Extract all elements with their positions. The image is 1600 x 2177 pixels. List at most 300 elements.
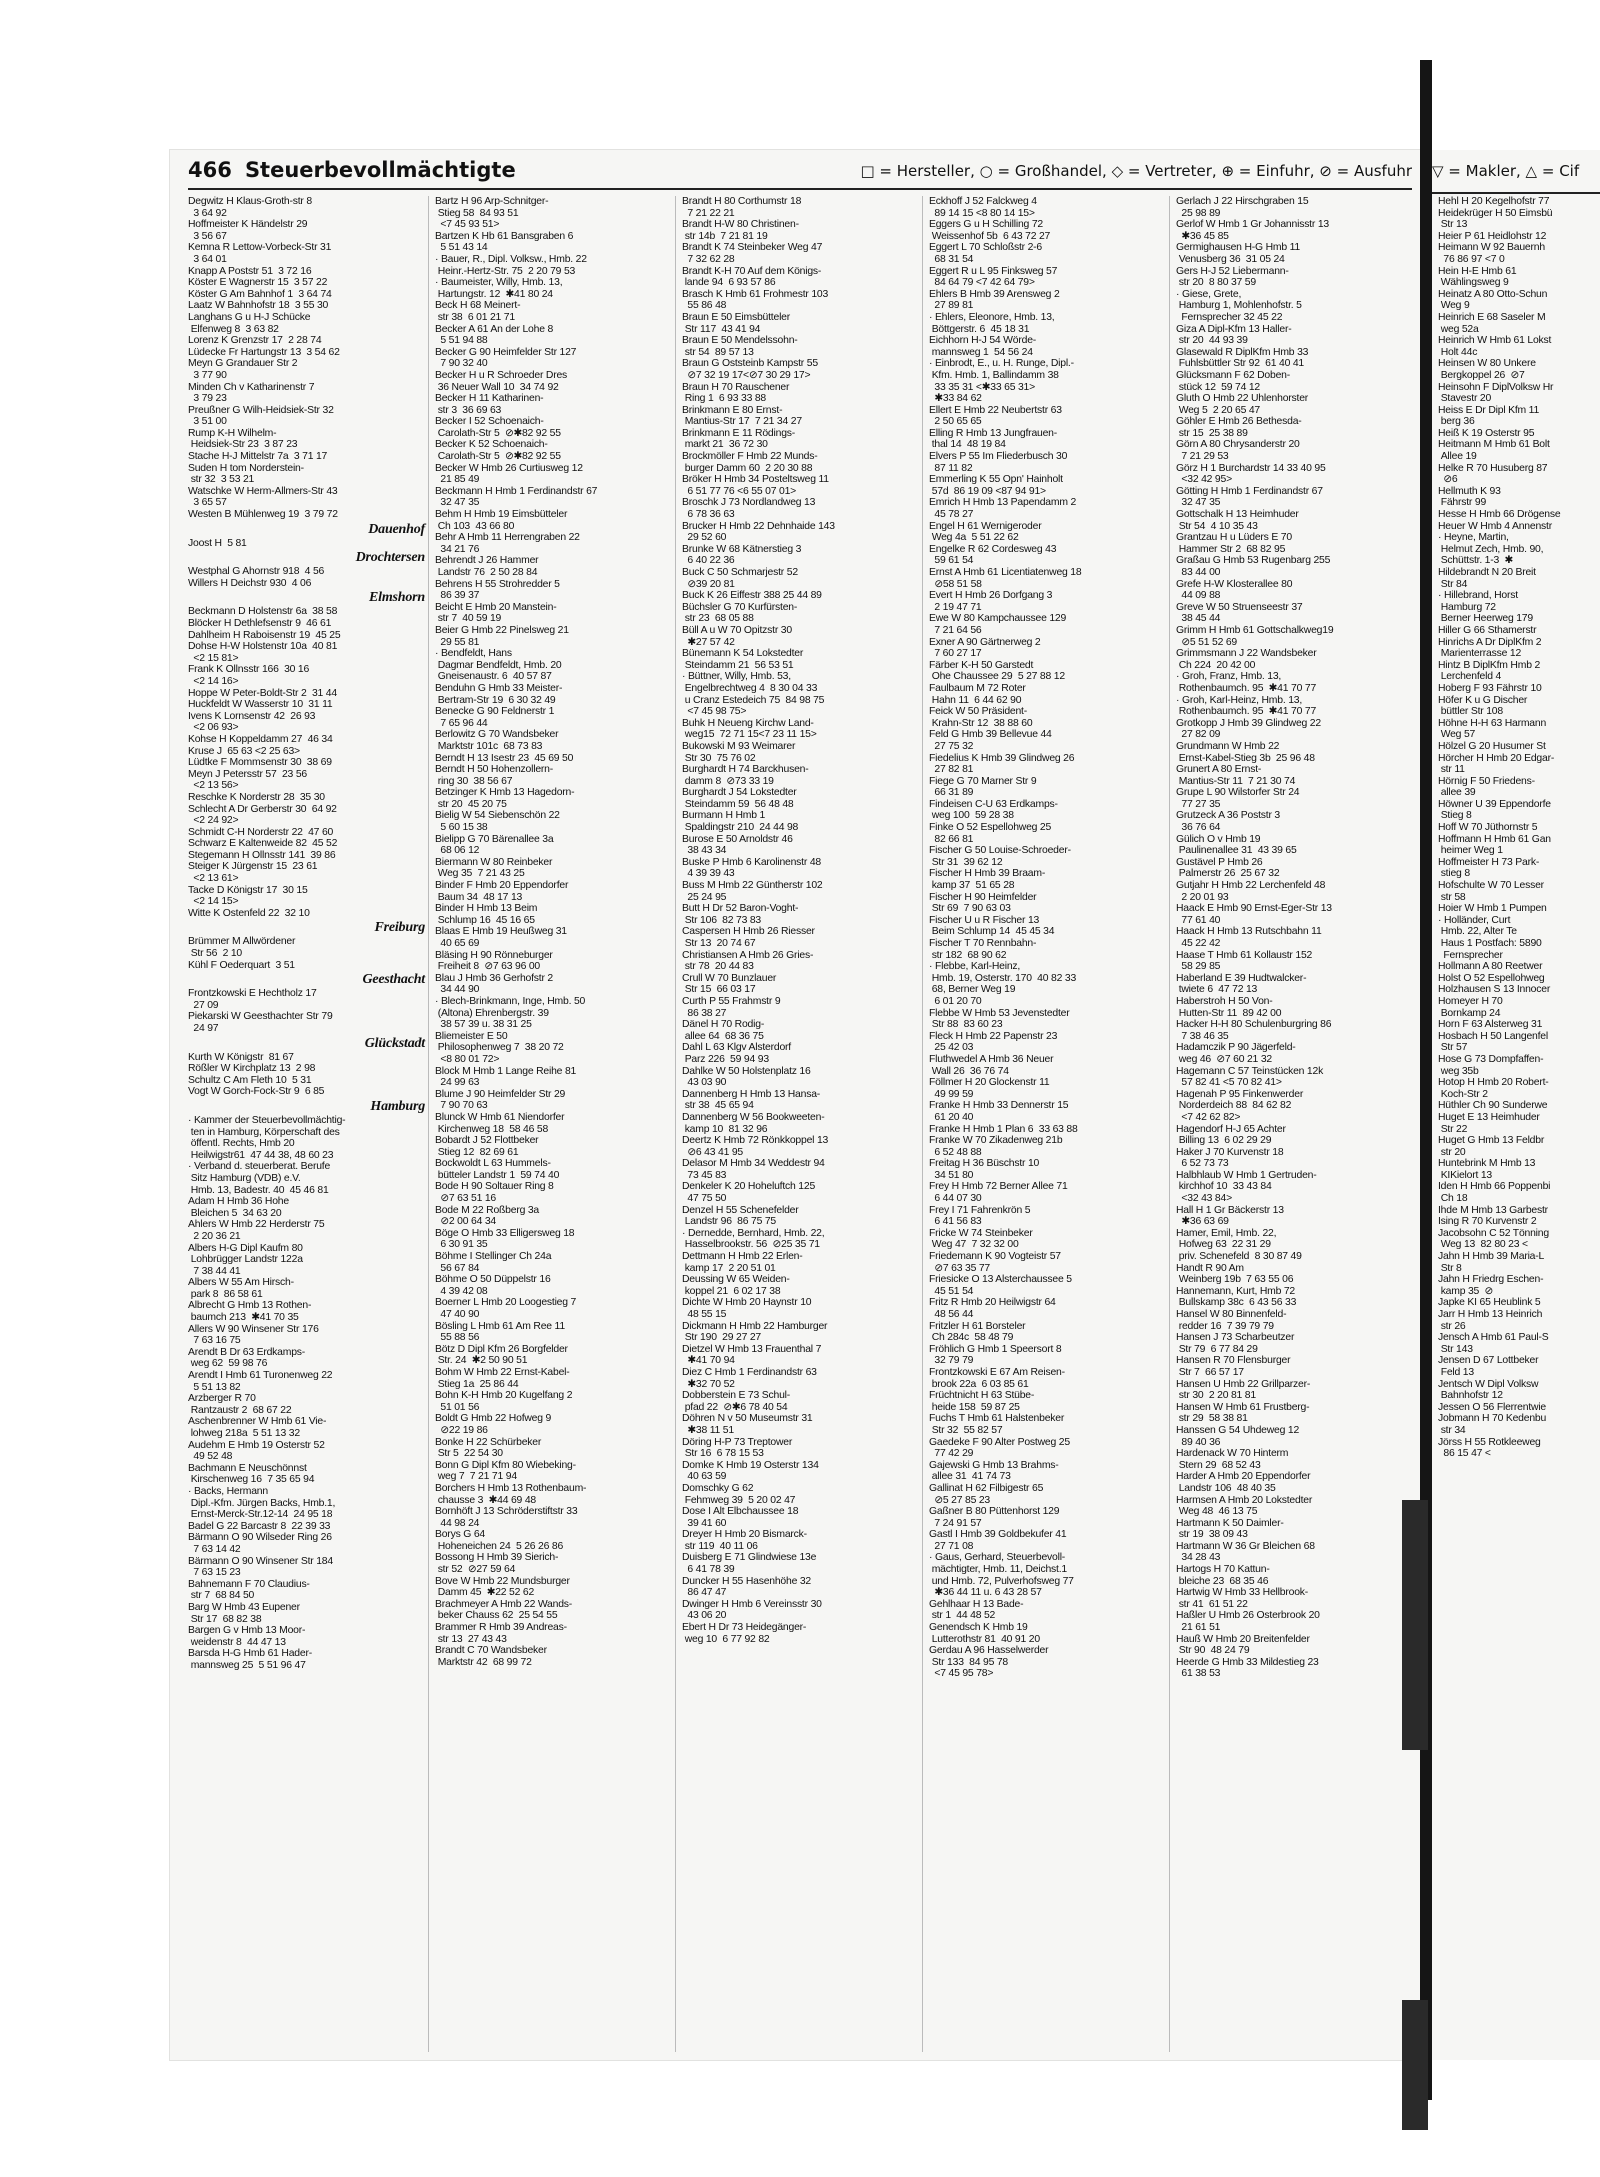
listing-entry: Föllmer H 20 Glockenstr 11 <box>929 1077 1050 1089</box>
listing-entry: <7 42 62 82> <box>1176 1111 1241 1123</box>
listing-entry: Aschenbrenner W Hmb 61 Vie- <box>188 1416 327 1428</box>
listing-entry: Marktstr 101c 68 73 83 <box>435 740 543 752</box>
listing-entry: Weg 35 7 21 43 25 <box>435 868 525 880</box>
listing-entry: Lüdecke Fr Hartungstr 13 3 54 62 <box>188 346 340 358</box>
listing-entry: Stavestr 20 <box>1438 393 1492 405</box>
listing-entry: Fricke W 74 Steinbeker <box>929 1227 1033 1239</box>
listing-entry: · Backs, Hermann <box>188 1485 268 1497</box>
listing-entry: Frey I 71 Fahrenkrön 5 <box>929 1204 1031 1216</box>
listing-entry: Haberland E 39 Hudtwalcker- <box>1176 972 1307 984</box>
listing-entry: ⊘6 43 41 95 <box>682 1146 743 1158</box>
listing-entry: 83 44 00 <box>1176 567 1221 578</box>
listing-entry: Hamer, Emil, Hmb. 22, <box>1176 1227 1277 1239</box>
listing-entry: Badel G 22 Barcastr 8 22 39 33 <box>188 1520 331 1532</box>
listing-entry: Hesse H Hmb 66 Drögense <box>1438 509 1561 521</box>
listing-entry: Dänel H 70 Rodig- <box>682 1019 765 1031</box>
listing-entry: Gerlof W Hmb 1 Gr Johannisstr 13 <box>1176 219 1329 231</box>
listing-entry: 7 21 22 21 <box>682 207 735 219</box>
listing-entry: Westphal G Ahornstr 918 4 56 <box>188 566 325 578</box>
listing-entry: Hartwig W Hmb 33 Hellbrook- <box>1176 1587 1309 1599</box>
listing-entry: 40 65 69 <box>435 938 480 949</box>
listing-entry: Str 17 68 82 38 <box>188 1613 262 1625</box>
place-heading: Elmshorn <box>369 590 425 606</box>
listing-entry: Grupe L 90 Wilstorfer Str 24 <box>1176 787 1300 799</box>
listing-entry: Barg W Hmb 43 Eupener <box>188 1601 300 1613</box>
listing-entry: pfad 22 ⊘✱6 78 40 54 <box>682 1401 788 1413</box>
listing-entry: Ellert E Hmb 22 Neubertstr 63 <box>929 404 1062 416</box>
listing-entry: Str 22 <box>1438 1123 1468 1135</box>
listing-entry: Eggert L 70 Schloßstr 2-6 <box>929 242 1043 254</box>
listing-entry: Hoffmeister K Händelstr 29 <box>188 219 308 231</box>
listing-entry: Christiansen A Hmb 26 Gries- <box>682 949 814 961</box>
listing-entry: str 119 40 11 06 <box>682 1540 758 1552</box>
listing-entry: mächtigter, Hmb. 11, Deichst.1 <box>929 1564 1067 1576</box>
listing-entry: Bünemann K 54 Lokstedter <box>682 648 804 660</box>
listing-entry: Kirschenweg 16 7 35 65 94 <box>188 1474 315 1486</box>
listing-entry: Allee 19 <box>1438 451 1477 463</box>
listing-entry: <2 14 16> <box>188 675 239 687</box>
listing-entry: Dannenberg W 56 Bookweeten- <box>682 1111 825 1123</box>
listing-entry: 6 40 22 36 <box>682 555 735 567</box>
listing-entry: Franke W 70 Zikadenweg 21b <box>929 1135 1063 1147</box>
listing-entry: ⊘5 51 52 69 <box>1176 636 1237 648</box>
listing-entry: Hoier W Hmb 1 Pumpen <box>1438 903 1547 915</box>
listing-entry: mannsweg 1 54 56 24 <box>929 346 1033 358</box>
listing-entry: Dipl.-Kfm. Jürgen Backs, Hmb.1, <box>188 1497 336 1509</box>
listing-entry: Bornhöft J 13 Schröderstiftstr 33 <box>435 1506 578 1518</box>
listing-entry: Spaldingstr 210 24 44 98 <box>682 822 799 834</box>
listing-entry: Haberstroh H 50 Von- <box>1176 995 1273 1007</box>
listing-entry: Brockmöller F Hmb 22 Munds- <box>682 451 818 463</box>
listing-entry: 6 30 91 35 <box>435 1239 488 1251</box>
listing-entry: Eichhorn H-J 54 Wörde- <box>929 335 1037 347</box>
listing-entry: str 20 8 80 37 59 <box>1176 277 1256 289</box>
listing-entry: <32 43 84> <box>1176 1193 1232 1205</box>
listing-entry: · Blech-Brinkmann, Inge, Hmb. 50 <box>435 995 586 1007</box>
listing-entry: Dahlke W 50 Holstenplatz 16 <box>682 1065 811 1077</box>
listing-entry: Hauß W Hmb 20 Breitenfelder <box>1176 1633 1310 1645</box>
listing-entry: str 20 <box>1438 1146 1466 1158</box>
listing-column-1 <box>188 196 429 2052</box>
listing-entry: Jahn H Friedrg Eschen- <box>1438 1274 1544 1286</box>
listing-entry: 34 21 76 <box>435 543 480 555</box>
listing-entry: Behrendt J 26 Hammer <box>435 555 539 567</box>
listing-entry: Weissenhof 5b 6 43 72 27 <box>929 230 1051 242</box>
listing-entry: · Gaus, Gerhard, Steuerbevoll- <box>929 1552 1066 1564</box>
listing-entry: Diez C Hmb 1 Ferdinandstr 63 <box>682 1366 817 1378</box>
listing-entry: Str 84 <box>1438 578 1468 590</box>
listing-entry: Heinrich E 68 Saseler M <box>1438 311 1546 323</box>
listing-entry: Hoberg F 93 Fährstr 10 <box>1438 682 1542 694</box>
listing-entry: Hansen W Hmb 61 Frustberg- <box>1176 1401 1310 1413</box>
listing-entry: mannsweg 25 5 51 96 47 <box>188 1659 306 1671</box>
listing-entry: baumch 213 ✱41 70 35 <box>188 1312 299 1324</box>
listing-entry: Str 106 82 73 83 <box>682 914 762 926</box>
listing-entry: 33 35 31 <✱33 65 31> <box>929 381 1035 393</box>
listing-entry: 2 20 36 21 <box>188 1230 241 1242</box>
listing-entry: Becker H u R Schroeder Dres <box>435 369 568 381</box>
listing-entry: Freiheit 8 ⊘7 63 96 00 <box>435 961 540 973</box>
listing-entry: Mantius-Str 17 7 21 34 27 <box>682 416 802 428</box>
listing-entry: Grotkopp J Hmb 39 Glindweg 22 <box>1176 717 1321 729</box>
page-number: 466 <box>188 158 232 182</box>
listing-entry: Köster E Wagnerstr 15 3 57 22 <box>188 277 328 289</box>
listing-entry: Ihde M Hmb 13 Garbestr <box>1438 1204 1548 1216</box>
listing-entry: Burmann H Hmb 1 <box>682 810 766 822</box>
listing-entry: Haus 1 Postfach: 5890 <box>1438 938 1542 949</box>
listing-entry: Höhne H-H 63 Harmann <box>1438 717 1547 729</box>
listing-entry: Japke KI 65 Heublink 5 <box>1438 1297 1541 1309</box>
listing-entry: Beim Schlump 14 45 45 34 <box>929 926 1055 938</box>
listing-entry: str 34 <box>1438 1424 1466 1436</box>
listing-entry: Hardenack W 70 Hinterm <box>1176 1448 1289 1460</box>
listing-entry: · Kammer der Steuerbevollmächtig- <box>188 1114 346 1126</box>
listing-entry: Hansen U Hmb 22 Grillparzer- <box>1176 1378 1311 1390</box>
listing-entry: allee 31 41 74 73 <box>929 1471 1011 1483</box>
listing-entry: Gutjahr H Hmb 22 Lerchenfeld 48 <box>1176 880 1326 892</box>
listing-entry: Bahnemann F 70 Claudius- <box>188 1578 310 1590</box>
listing-entry: Behr A Hmb 11 Herrengraben 22 <box>435 532 580 544</box>
listing-entry: Ring 1 6 93 33 88 <box>682 393 767 405</box>
listing-entry: beker Chauss 62 25 54 55 <box>435 1610 558 1622</box>
listing-entry: str 38 45 65 94 <box>682 1100 754 1112</box>
listing-entry: 3 64 01 <box>188 253 227 265</box>
listing-entry: Hölzel G 20 Husumer St <box>1438 740 1546 752</box>
listing-entry: Rößler W Kirchplatz 13 2 98 <box>188 1063 316 1075</box>
listing-entry: Giza A Dipl-Kfm 13 Haller- <box>1176 323 1292 335</box>
listing-entry: Str 54 4 10 35 43 <box>1176 520 1258 532</box>
listing-entry: Gehlhaar H 13 Bade- <box>929 1598 1024 1610</box>
listing-entry: Grutzeck A 36 Poststr 3 <box>1176 810 1280 822</box>
listing-entry: Grantzau H u Lüders E 70 <box>1176 532 1292 544</box>
listing-entry: Böttgerstr. 6 45 18 31 <box>929 323 1030 335</box>
listing-entry: Germighausen H-G Hmb 11 <box>1176 242 1300 254</box>
listing-entry: Ch 18 <box>1438 1193 1468 1205</box>
listing-entry: 45 22 42 <box>1176 938 1221 949</box>
listing-entry: Landstr 76 2 50 28 84 <box>435 567 538 578</box>
listing-entry: Blume J 90 Heimfelder Str 29 <box>435 1088 566 1100</box>
listing-entry: · Groh, Franz, Hmb. 13, <box>1176 671 1282 683</box>
listing-entry: Braun H 70 Rauschener <box>682 381 790 393</box>
listing-entry: Bargen G v Hmb 13 Moor- <box>188 1625 306 1637</box>
listing-entry: str 38 6 01 21 71 <box>435 311 515 323</box>
listing-entry: Fritzler H 61 Borsteler <box>929 1320 1026 1332</box>
listing-entry: Greve W 50 Struenseestr 37 <box>1176 601 1303 613</box>
listing-entry: ✱36 63 69 <box>1176 1216 1229 1228</box>
listing-entry: Jentsch W Dipl Volksw <box>1438 1378 1539 1390</box>
listing-entry: Beier G Hmb 22 Pinelsweg 21 <box>435 624 569 636</box>
listing-entry: 4 39 39 43 <box>682 868 735 880</box>
listing-entry: Binder F Hmb 20 Eppendorfer <box>435 880 569 892</box>
listing-entry: 21 85 49 <box>435 474 480 486</box>
listing-entry: Brachmeyer A Hmb 22 Wands- <box>435 1598 573 1610</box>
listing-entry: Landstr 96 86 75 75 <box>682 1216 777 1228</box>
page-title: Steuerbevollmächtigte <box>244 158 516 182</box>
listing-entry: Blöcker H Dethlefsenstr 9 46 61 <box>188 618 332 629</box>
listing-entry: 25 42 03 <box>929 1042 974 1054</box>
listing-entry: Lüdtke F Mommsenstr 30 38 69 <box>188 757 332 769</box>
listing-entry: Str 90 48 24 79 <box>1176 1645 1250 1657</box>
listing-entry: Ahlers W Hmb 22 Herderstr 75 <box>188 1219 325 1231</box>
listing-entry: Engel H 61 Wernigeroder <box>929 520 1042 532</box>
next-page-edge <box>1432 150 1600 2060</box>
listing-entry: Kruse J 65 63 <2 25 63> <box>188 745 300 757</box>
listing-entry: Homeyer H 70 <box>1438 995 1503 1007</box>
listing-entry: 6 52 73 73 <box>1176 1158 1229 1170</box>
listing-entry: 27 09 <box>188 999 219 1011</box>
listing-entry: 6 51 77 76 <6 55 07 01> <box>682 485 797 497</box>
listing-entry: Stieg 1a 25 86 44 <box>435 1378 519 1390</box>
listing-entry: Hosbach H 50 Langenfel <box>1438 1030 1548 1042</box>
listing-entry: Hammer Str 2 68 82 95 <box>1176 543 1286 555</box>
listing-entry: allee 64 68 36 75 <box>682 1030 764 1042</box>
listing-entry: Str 31 39 62 12 <box>929 856 1003 868</box>
listing-entry: str 11 <box>1438 764 1465 776</box>
listing-entry: 38 45 44 <box>1176 613 1221 625</box>
listing-entry: Bukowski M 93 Weimarer <box>682 740 796 752</box>
listing-entry: Landstr 106 48 40 35 <box>1176 1482 1276 1494</box>
listing-entry: 5 51 94 88 <box>435 335 488 347</box>
listing-entry: 73 45 83 <box>682 1169 727 1181</box>
listing-entry: Becker K 52 Schoenaich- <box>435 439 548 451</box>
listing-entry: Borchers H Hmb 13 Rothenbaum- <box>435 1482 587 1494</box>
listing-entry: 3 56 67 <box>188 230 227 242</box>
listing-entry: Str 8 <box>1438 1262 1462 1274</box>
listing-entry: Becker W Hmb 26 Curtiusweg 12 <box>435 462 583 474</box>
listing-entry: Hose G 73 Dompfaffen- <box>1438 1053 1544 1065</box>
listing-entry: Buck K 26 Eiffestr 388 25 44 89 <box>682 590 822 602</box>
listing-entry: Block M Hmb 1 Lange Reihe 81 <box>435 1065 577 1077</box>
listing-entry: Rothenbaumch. 95 ✱41 70 77 <box>1176 706 1317 718</box>
listing-entry: Billing 13 6 02 29 29 <box>1176 1135 1272 1147</box>
listing-entry: Rothenbaumch. 95 ✱41 70 77 <box>1176 682 1317 694</box>
listing-entry: 48 55 15 <box>682 1309 727 1320</box>
listing-entry: Brasch K Hmb 61 Frohmestr 103 <box>682 288 829 300</box>
listing-entry: 44 09 88 <box>1176 590 1221 602</box>
listing-entry: Stegemann H Ollnsstr 141 39 86 <box>188 849 336 861</box>
listing-entry: Behm H Hmb 19 Eimsbütteler <box>435 509 568 521</box>
next-page-legend: ▽ = Makler, △ = Cif <box>1432 158 1600 194</box>
listing-entry: ⊘22 19 86 <box>435 1424 488 1436</box>
listing-entry: öffentl. Rechts, Hmb 20 <box>188 1138 295 1150</box>
listing-entry: Behrens H 55 Strohredder 5 <box>435 578 560 590</box>
listing-entry: Stern 29 68 52 43 <box>1176 1459 1261 1471</box>
listing-entry: Buske P Hmb 6 Karolinenstr 48 <box>682 856 821 868</box>
listing-entry: Ernst-Kabel-Stieg 3b 25 96 48 <box>1176 752 1315 764</box>
listing-entry: Brandt H-W 80 Christinen- <box>682 219 799 231</box>
listing-entry: Stache H-J Mittelstr 7a 3 71 17 <box>188 451 328 463</box>
listing-entry: Krahn-Str 12 38 88 60 <box>929 717 1033 729</box>
listing-entry: Brandt H 80 Corthumstr 18 <box>682 196 802 207</box>
listing-entry: · Bauer, R., Dipl. Volksw., Hmb. 22 <box>435 253 587 265</box>
listing-entry: Schwarz E Kaltenweide 82 45 52 <box>188 838 338 850</box>
listing-entry: Döring H-P 73 Treptower <box>682 1436 793 1448</box>
listing-entry: Str 7 66 57 17 <box>1176 1366 1244 1378</box>
listing-entry: Str 79 6 77 84 29 <box>1176 1343 1258 1355</box>
listing-entry: 2 20 01 93 <box>1176 891 1229 903</box>
listing-entry: Berner Heerweg 179 <box>1438 613 1533 625</box>
listing-entry: Fischer T 70 Rennbahn- <box>929 938 1037 949</box>
listing-entry: Bärmann O 90 Winsener Str 184 <box>188 1555 333 1567</box>
listing-columns <box>188 196 1416 2052</box>
listing-entry: 87 11 82 <box>929 462 973 474</box>
listing-entry: str 30 2 20 81 81 <box>1176 1390 1256 1402</box>
listing-entry: 7 24 91 57 <box>929 1517 982 1529</box>
listing-entry: Rantzaustr 2 68 67 22 <box>188 1404 292 1416</box>
listing-entry: Harder A Hmb 20 Eppendorfer <box>1176 1471 1311 1483</box>
listing-entry: 27 75 32 <box>929 740 974 752</box>
listing-entry: Bartzen K Hb 61 Bansgraben 6 <box>435 230 574 242</box>
listing-entry: Gastl I Hmb 39 Goldbekufer 41 <box>929 1529 1067 1541</box>
listing-entry: · Verband d. steuerberat. Berufe <box>188 1161 331 1173</box>
listing-entry: str 78 20 44 83 <box>682 961 754 973</box>
listing-entry: Fuchs T Hmb 61 Halstenbeker <box>929 1413 1065 1425</box>
listing-entry: 45 51 54 <box>929 1285 974 1297</box>
listing-entry: <7 45 98 75> <box>682 706 747 718</box>
listing-entry: ✱36 45 85 <box>1176 230 1229 242</box>
listing-entry: Höfer K u G Discher <box>1438 694 1528 706</box>
listing-entry: Grimmsmann J 22 Wandsbeker <box>1176 648 1317 660</box>
listing-entry: 2 19 47 71 <box>929 601 982 613</box>
listing-entry: Fluthwedel A Hmb 36 Neuer <box>929 1053 1054 1065</box>
listing-entry: 61 38 53 <box>1176 1668 1221 1680</box>
listing-entry: Hanssen G 54 Uhdeweg 12 <box>1176 1424 1300 1436</box>
listing-entry: Philosophenweg 7 38 20 72 <box>435 1042 564 1054</box>
listing-entry: ⊘7 63 35 77 <box>929 1262 990 1274</box>
index-tab-marker <box>1402 1500 1428 1750</box>
listing-entry: Gustävel P Hmb 26 <box>1176 856 1263 868</box>
listing-entry: Baum 34 48 17 13 <box>435 891 523 903</box>
listing-entry: Dobberstein E 73 Schul- <box>682 1390 791 1402</box>
listing-entry: str 54 89 57 13 <box>682 346 754 358</box>
listing-entry: Jensch A Hmb 61 Paul-S <box>1438 1332 1549 1344</box>
listing-entry: · Holländer, Curt <box>1438 914 1511 926</box>
listing-entry: Hmb. 22, Alter Te <box>1438 926 1517 938</box>
listing-entry: 36 Neuer Wall 10 34 74 92 <box>435 381 559 393</box>
listing-entry: lande 94 6 93 57 86 <box>682 277 776 289</box>
listing-entry: 7 65 96 44 <box>435 717 488 729</box>
listing-entry: 32 79 79 <box>929 1355 974 1367</box>
listing-entry: Lutterothstr 81 40 91 20 <box>929 1633 1040 1645</box>
listing-entry: Albers H-G Dipl Kaufm 80 <box>188 1242 303 1254</box>
listing-entry: Hotop H Hmb 20 Robert- <box>1438 1077 1549 1089</box>
listing-entry: Audehm E Hmb 19 Osterstr 52 <box>188 1439 325 1451</box>
listing-entry: Friedemann K 90 Vogteistr 57 <box>929 1251 1061 1263</box>
listing-entry: · Baumeister, Willy, Hmb. 13, <box>435 277 563 289</box>
listing-entry: 49 52 48 <box>188 1451 233 1463</box>
listing-entry: Harmsen A Hmb 20 Lokstedter <box>1176 1494 1313 1506</box>
listing-entry: Weg 13 82 80 23 < <box>1438 1239 1528 1251</box>
listing-entry: Kurth W Königstr 81 67 <box>188 1051 294 1063</box>
listing-entry: Wall 26 36 76 74 <box>929 1065 1009 1077</box>
listing-entry: Langhans G u H-J Schücke <box>188 311 311 323</box>
listing-entry: Curth P 55 Frahmstr 9 <box>682 995 781 1007</box>
listing-entry: Hildebrandt N 20 Breit <box>1438 567 1536 578</box>
listing-entry: Bockwoldt L 63 Hummels- <box>435 1158 551 1170</box>
listing-entry: Dahl L 63 Klgv Alsterdorf <box>682 1042 791 1054</box>
listing-entry: Binder H Hmb 13 Beim <box>435 903 538 915</box>
listing-entry: 3 77 90 <box>188 369 227 381</box>
listing-entry: 86 38 27 <box>682 1007 727 1019</box>
listing-entry: 36 76 64 <box>1176 822 1221 834</box>
next-page-listing <box>1438 196 1600 2052</box>
listing-entry: ring 30 38 56 67 <box>435 775 513 787</box>
listing-entry: Weg 57 <box>1438 729 1476 741</box>
listing-entry: Hellmuth K 93 <box>1438 485 1501 497</box>
listing-entry: ⊘2 00 64 34 <box>435 1216 496 1228</box>
listing-entry: Ising R 70 Kurvenstr 2 <box>1438 1216 1537 1228</box>
listing-entry: 77 27 35 <box>1176 798 1221 810</box>
listing-entry: str 29 58 38 81 <box>1176 1413 1248 1425</box>
listing-entry: Holst O 52 Espellohweg <box>1438 972 1545 984</box>
listing-entry: Heidekrüger H 50 Eimsbü <box>1438 207 1553 219</box>
listing-entry: Kohse H Koppeldamm 27 46 34 <box>188 733 333 745</box>
listing-entry: Ernst-Merck-Str.12-14 24 95 18 <box>188 1509 333 1521</box>
listing-entry: Joost H 5 81 <box>188 537 247 549</box>
listing-entry: Bullskamp 38c 6 43 56 33 <box>1176 1297 1297 1309</box>
listing-entry: 6 78 36 63 <box>682 509 735 521</box>
listing-entry: str 7 40 59 19 <box>435 613 502 625</box>
listing-entry: str 20 44 93 39 <box>1176 335 1248 347</box>
listing-entry: Bläsing H 90 Rönneburger <box>435 949 553 961</box>
listing-entry: Graßau G Hmb 53 Rugenbarg 255 <box>1176 555 1331 567</box>
listing-entry: Marienterrasse 12 <box>1438 648 1522 660</box>
listing-entry: priv. Schenefeld 8 30 87 49 <box>1176 1251 1302 1263</box>
listing-entry: Ehlers B Hmb 39 Arensweg 2 <box>929 288 1060 300</box>
listing-entry: 84 64 79 <7 42 64 79> <box>929 277 1035 289</box>
listing-entry: Feld 13 <box>1438 1366 1474 1378</box>
listing-entry: Dwinger H Hmb 6 Vereinsstr 30 <box>682 1598 822 1610</box>
listing-entry: Ch 103 43 66 80 <box>435 520 515 532</box>
listing-entry: Str 133 84 95 78 <box>929 1656 1009 1668</box>
listing-entry: Meyn G Grandauer Str 2 <box>188 358 298 370</box>
listing-entry: kamp 10 81 32 96 <box>682 1123 768 1135</box>
listing-entry: str 23 68 05 88 <box>682 613 754 625</box>
place-heading: Drochtersen <box>355 550 425 566</box>
listing-entry: ✱32 70 52 <box>682 1378 735 1390</box>
listing-entry: Brandt C 70 Wandsbeker <box>435 1645 547 1657</box>
listing-entry: Str 16 6 78 15 53 <box>682 1448 764 1460</box>
listing-entry: Helmut Zech, Hmb. 90, <box>1438 543 1544 555</box>
listing-entry: Gluth O Hmb 22 Uhlenhorster <box>1176 393 1309 405</box>
listing-entry: Findeisen C-U 63 Erdkamps- <box>929 798 1058 810</box>
listing-entry: 25 24 95 <box>682 891 727 903</box>
listing-entry: Witte K Ostenfeld 22 32 10 <box>188 907 310 919</box>
listing-entry: berg 36 <box>1438 416 1475 428</box>
listing-entry: Heerde G Hmb 33 Mildestieg 23 <box>1176 1656 1319 1668</box>
listing-entry: Dohse H-W Holstenstr 10a 40 81 <box>188 641 338 653</box>
listing-entry: Schultz C Am Fleth 10 5 31 <box>188 1074 312 1086</box>
listing-entry: Boerner L Hmb 20 Loogestieg 7 <box>435 1297 577 1309</box>
listing-entry: Holt 44c <box>1438 346 1478 358</box>
listing-entry: 27 82 09 <box>1176 729 1221 741</box>
listing-entry: Blunck W Hmb 61 Niendorfer <box>435 1111 565 1123</box>
listing-entry: Friesicke O 13 Alsterchaussee 5 <box>929 1274 1072 1286</box>
listing-entry: Götting H Hmb 1 Ferdinandstr 67 <box>1176 485 1323 497</box>
listing-entry: heide 158 59 87 25 <box>929 1401 1020 1413</box>
listing-entry: Bötz D Dipl Kfm 26 Borgfelder <box>435 1343 568 1355</box>
listing-entry: Str 32 55 82 57 <box>929 1424 1003 1436</box>
binding-gutter <box>1420 60 1432 2100</box>
listing-entry: Buss M Hmb 22 Güntherstr 102 <box>682 880 823 892</box>
listing-entry: · Bendfeldt, Hans <box>435 648 512 660</box>
listing-entry: Heiß K 19 Osterstr 95 <box>1438 427 1535 439</box>
listing-entry: Hoheneichen 24 5 26 26 86 <box>435 1540 564 1552</box>
listing-entry: ten in Hamburg, Körperschaft des <box>188 1126 340 1138</box>
listing-entry: Laatz W Bahnhofstr 18 3 55 30 <box>188 300 329 312</box>
listing-entry: Paulinenallee 31 43 39 65 <box>1176 845 1297 857</box>
listing-entry: Brucker H Hmb 22 Dehnhaide 143 <box>682 520 835 532</box>
